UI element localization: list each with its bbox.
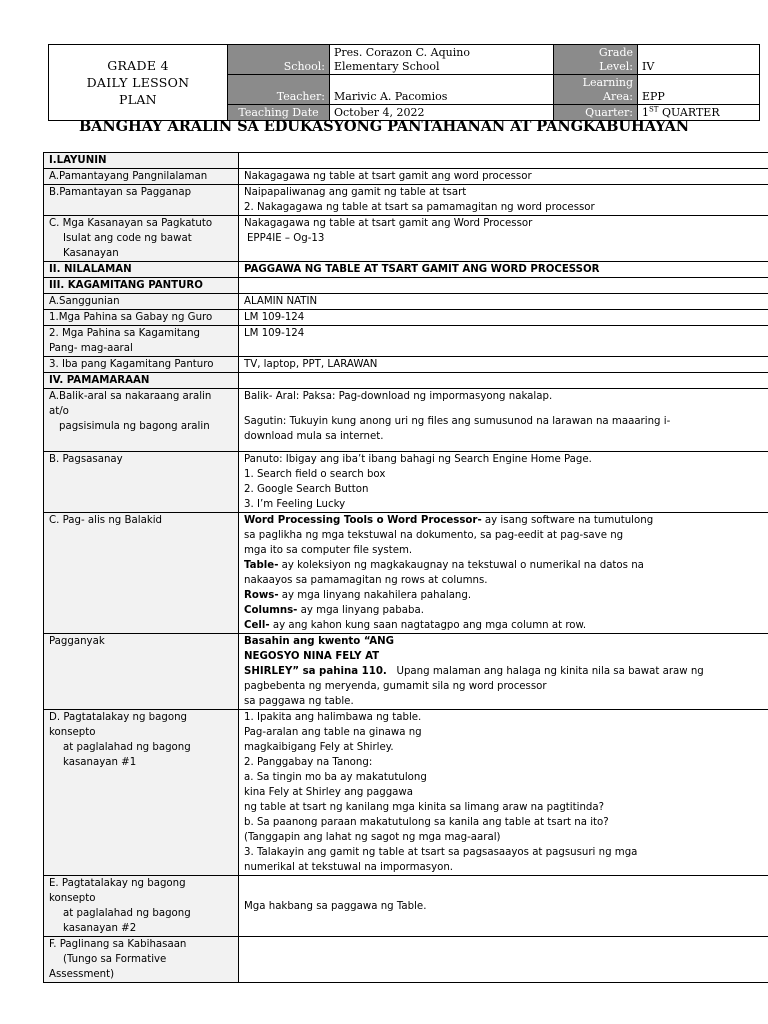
row-label: A.Sanggunian	[44, 294, 239, 310]
table-row	[44, 294, 768, 310]
teacher-value: Marivic A. Pacomios	[330, 75, 554, 105]
table-row	[44, 262, 768, 278]
table-row	[44, 876, 768, 937]
row-value: Panuto: Ibigay ang iba’t ibang bahagi ng Search Engine Home Page. 1. Search field o search box 2. Google Search Button 3. I’m Feeling Lucky	[239, 452, 768, 513]
section-pamamaraan: IV. PAMAMARAAN	[44, 373, 239, 389]
row-label: 3. Iba pang Kagamitang Panturo	[44, 357, 239, 373]
row-value: Naipapaliwanag ang gamit ng table at tsart 2. Nakagagawa ng table at tsart sa pamamagitan ng word processor	[239, 185, 768, 216]
table-row	[44, 373, 768, 389]
row-value: 1. Ipakita ang halimbawa ng table. Pag-aralan ang table na ginawa ng magkaibigang Fely at Shirley. 2. Panggabay na Tanong: a. Sa tingin mo ba ay makatutulong kina Fely at Shirley ang paggawa ng table at tsart ng kanilang mga kinita sa limang araw na pagtitinda? b. Sa paanong paraan makatutulong sa kanila ang table at tsart na ito? (Tanggapin ang lahat ng sagot ng mga mag-aaral) 3. Talakayin ang gamit ng table at tsart sa pagsasaayos at pagsusuri ng mga numerikal at tekstuwal na impormasyon.	[239, 710, 768, 876]
row-label: A.Balik-aral sa nakaraang aralin at/o pagsisimula ng bagong aralin	[44, 389, 239, 452]
row-value: Word Processing Tools o Word Processor- ay isang software na tumutulong sa paglikha ng mga tekstuwal na dokumento, sa pag-eedit at pag-save ng mga ito sa computer file system. Table- ay koleksiyon ng magkakaugnay na tekstuwal o numerikal na datos na nakaayos sa pamamagitan ng rows at columns. Rows- ay mga linyang nakahilera pahalang. Columns- ay mga linyang pababa. Cell- ay ang kahon kung saan nagtatagpo ang mga column at row.	[239, 513, 768, 634]
row-value: ALAMIN NATIN	[239, 294, 768, 310]
page-title: BANGHAY ARALIN SA EDUKASYONG PANTAHANAN AT PANGKABUHAYAN	[78, 118, 690, 135]
learning-area-value: EPP	[638, 75, 760, 105]
row-value: Basahin ang kwento “ANG NEGOSYO NINA FELY AT SHIRLEY” sa pahina 110. Upang malaman ang halaga ng kinita nila sa bawat araw ng pagbebenta ng meryenda, gumamit sila ng word processor sa paggawa ng table.	[239, 634, 768, 710]
row-value: PAGGAWA NG TABLE AT TSART GAMIT ANG WORD PROCESSOR	[239, 262, 768, 278]
table-row	[44, 452, 768, 513]
table-row	[44, 310, 768, 326]
learning-area-label: Learning Area:	[554, 75, 638, 105]
quarter-value: 1ST QUARTER	[638, 105, 760, 121]
table-row	[44, 185, 768, 216]
section-layunin: I.LAYUNIN	[44, 153, 239, 169]
row-label: B. Pagsasanay	[44, 452, 239, 513]
lesson-plan-table	[43, 152, 768, 983]
table-row	[44, 634, 768, 710]
table-row	[44, 389, 768, 452]
row-value: Nakagagawa ng table at tsart gamit ang Word Processor EPP4IE – Og-13	[239, 216, 768, 262]
row-value: LM 109-124	[239, 310, 768, 326]
teacher-label: Teacher:	[228, 75, 330, 105]
row-label: 2. Mga Pahina sa Kagamitang Pang- mag-aaral	[44, 326, 239, 357]
table-row	[44, 169, 768, 185]
row-value: TV, laptop, PPT, LARAWAN	[239, 357, 768, 373]
teaching-date-label: Teaching Date	[228, 105, 330, 121]
row-value	[239, 937, 768, 983]
section-nilalaman: II. NILALAMAN	[44, 262, 239, 278]
quarter-label: Quarter:	[554, 105, 638, 121]
table-row	[44, 513, 768, 634]
row-label: C. Pag- alis ng Balakid	[44, 513, 239, 634]
table-row	[44, 357, 768, 373]
header-table	[48, 44, 760, 121]
school-value: Pres. Corazon C. Aquino Elementary School	[330, 45, 554, 75]
grade-level-value: IV	[638, 45, 760, 75]
row-value: LM 109-124	[239, 326, 768, 357]
row-value: Nakagagawa ng table at tsart gamit ang word processor	[239, 169, 768, 185]
section-kagamitang: III. KAGAMITANG PANTURO	[44, 278, 239, 294]
row-label: A.Pamantayang Pangnilalaman	[44, 169, 239, 185]
row-value: Mga hakbang sa paggawa ng Table.	[239, 876, 768, 937]
table-row	[44, 326, 768, 357]
row-label: D. Pagtatalakay ng bagong konsepto at paglalahad ng bagong kasanayan #1	[44, 710, 239, 876]
table-row	[44, 216, 768, 262]
row-label: E. Pagtatalakay ng bagong konsepto at paglalahad ng bagong kasanayan #2	[44, 876, 239, 937]
table-row	[44, 153, 768, 169]
row-label: F. Paglinang sa Kabihasaan (Tungo sa Formative Assessment)	[44, 937, 239, 983]
row-value: Balik- Aral: Paksa: Pag-download ng impormasyong nakalap. Sagutin: Tukuyin kung anong uri ng files ang sumusunod na larawan na maaaring i- download mula sa internet.	[239, 389, 768, 452]
row-label: B.Pamantayan sa Pagganap	[44, 185, 239, 216]
grade-level-label: Grade Level:	[554, 45, 638, 75]
teaching-date-value: October 4, 2022	[330, 105, 554, 121]
plan-title: GRADE 4 DAILY LESSON PLAN	[49, 45, 228, 121]
table-row	[44, 937, 768, 983]
row-label: C. Mga Kasanayan sa Pagkatuto Isulat ang code ng bawat Kasanayan	[44, 216, 239, 262]
table-row	[44, 710, 768, 876]
row-label: Pagganyak	[44, 634, 239, 710]
table-row	[44, 278, 768, 294]
row-label: 1.Mga Pahina sa Gabay ng Guro	[44, 310, 239, 326]
school-label: School:	[228, 45, 330, 75]
